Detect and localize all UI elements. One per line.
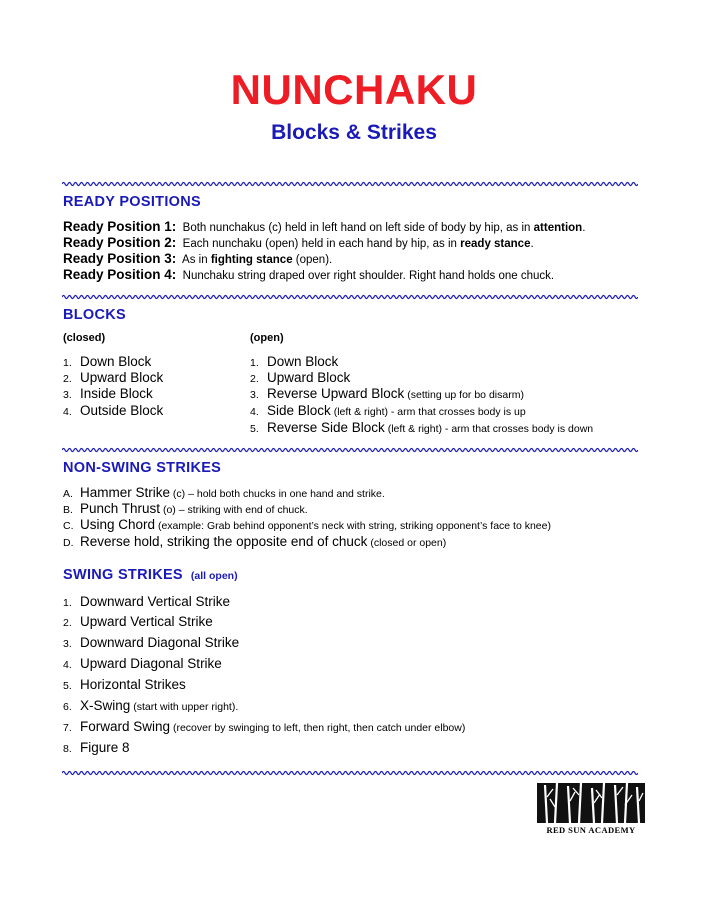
- ready-position-label: Ready Position 1: [63, 219, 172, 234]
- list-note: (example: Grab behind opponent’s neck with string, striking opponent’s face to knee): [155, 520, 551, 532]
- list-note: (recover by swinging to left, then right, then catch under elbow): [170, 722, 466, 734]
- list-number: C.: [63, 520, 74, 532]
- list-text: Hammer Strike: [80, 485, 171, 500]
- wavy-divider: [62, 446, 638, 454]
- list-text: Reverse Upward Block: [267, 386, 405, 401]
- list-number: 3.: [63, 389, 72, 401]
- section-heading-ready-positions: READY POSITIONS: [63, 194, 201, 210]
- list-number: A.: [63, 488, 73, 500]
- list-number: 1.: [63, 597, 72, 609]
- section-heading-swing-strikes: [63, 567, 238, 583]
- list-item: [63, 534, 446, 549]
- list-note: (start with upper right).: [130, 701, 239, 713]
- list-text: Figure 8: [80, 740, 130, 755]
- list-item: [63, 635, 239, 650]
- list-note: (setting up for bo disarm): [404, 389, 524, 401]
- ready-position-label: Ready Position 2: [63, 235, 172, 250]
- list-item: [63, 517, 551, 532]
- ready-position-end: .: [530, 238, 534, 250]
- list-note: (closed or open): [367, 537, 447, 549]
- ready-position-text: Each nunchaku (open) held in each hand by hip, as in: [182, 238, 461, 250]
- list-text: Reverse Side Block: [267, 420, 385, 435]
- list-number: 4.: [63, 659, 72, 671]
- list-text: Upward Block: [267, 370, 351, 385]
- ready-position-row: [63, 267, 554, 282]
- list-item: [250, 386, 524, 401]
- list-text: Down Block: [267, 354, 339, 369]
- list-text: Reverse hold, striking the opposite end of chuck: [80, 534, 368, 549]
- list-number: 2.: [63, 373, 72, 385]
- ready-position-end: (open).: [292, 254, 333, 266]
- list-item: [63, 698, 238, 713]
- list-item: [63, 677, 186, 692]
- list-item: [63, 501, 308, 516]
- swing-heading-text: SWING STRIKES: [63, 567, 183, 583]
- list-number: 4.: [250, 406, 259, 418]
- list-text: X-Swing: [80, 698, 131, 713]
- list-item: [63, 740, 130, 755]
- list-text: Horizontal Strikes: [80, 677, 186, 692]
- list-item: [250, 403, 526, 418]
- wavy-divider: [62, 769, 638, 777]
- list-text: Upward Diagonal Strike: [80, 656, 222, 671]
- list-text: Inside Block: [80, 386, 153, 401]
- page-title: NUNCHAKU: [230, 66, 478, 113]
- ready-position-sep: :: [171, 251, 177, 266]
- list-item: [63, 370, 163, 385]
- ready-position-sep: :: [171, 235, 177, 250]
- ready-position-text: As in: [182, 254, 211, 266]
- list-note: (o) – striking with end of chuck.: [160, 504, 308, 516]
- list-item: [63, 614, 213, 629]
- list-number: 1.: [250, 357, 259, 369]
- list-number: 6.: [63, 701, 72, 713]
- list-number: 3.: [63, 638, 72, 650]
- list-item: [63, 354, 151, 369]
- list-item: [63, 403, 163, 418]
- blocks-closed-label: (closed): [63, 332, 106, 344]
- ready-position-bold: fighting stance: [210, 254, 293, 266]
- list-number: 2.: [63, 617, 72, 629]
- list-number: B.: [63, 504, 73, 516]
- ready-position-text: Both nunchakus (c) held in left hand on left side of body by hip, as in: [182, 222, 534, 234]
- list-number: 8.: [63, 743, 72, 755]
- list-item: [63, 386, 153, 401]
- list-text: Forward Swing: [80, 719, 171, 734]
- list-text: Downward Vertical Strike: [80, 594, 231, 609]
- ready-position-sep: :: [171, 219, 177, 234]
- list-note: (left & right) - arm that crosses body is down: [384, 423, 594, 435]
- list-number: D.: [63, 537, 74, 549]
- wavy-divider: [62, 293, 638, 301]
- list-number: 3.: [250, 389, 259, 401]
- list-item: [63, 485, 385, 500]
- ready-position-bold: attention: [533, 222, 583, 234]
- list-text: Down Block: [80, 354, 152, 369]
- list-text: Side Block: [267, 403, 331, 418]
- ready-position-bold: ready stance: [460, 238, 531, 250]
- page-subtitle: Blocks & Strikes: [271, 121, 437, 144]
- list-note: (left & right) - arm that crosses body is up: [330, 406, 526, 418]
- ready-position-end: .: [582, 222, 586, 234]
- list-number: 5.: [63, 680, 72, 692]
- list-item: [63, 594, 230, 609]
- list-text: Outside Block: [80, 403, 164, 418]
- ready-position-row: [63, 219, 585, 234]
- list-number: 5.: [250, 423, 259, 435]
- ready-position-label: Ready Position 4: [63, 267, 172, 282]
- blocks-open-label: (open): [250, 332, 284, 344]
- list-number: 7.: [63, 722, 72, 734]
- ready-position-label: Ready Position 3: [63, 251, 172, 266]
- list-number: 2.: [250, 373, 259, 385]
- list-note: (c) – hold both chucks in one hand and strike.: [170, 488, 385, 500]
- ready-position-text: Nunchaku string draped over right shoulder. Right hand holds one chuck.: [182, 270, 555, 282]
- list-item: [63, 656, 222, 671]
- wavy-divider: [62, 180, 638, 188]
- swing-heading-note: (all open): [190, 570, 238, 582]
- list-text: Downward Diagonal Strike: [80, 635, 240, 650]
- list-text: Upward Block: [80, 370, 164, 385]
- ready-position-row: [63, 235, 534, 250]
- list-text: Punch Thrust: [80, 501, 161, 516]
- list-item: [250, 420, 593, 435]
- logo-text: RED SUN ACADEMY: [546, 825, 636, 835]
- list-item: [250, 354, 338, 369]
- list-number: 1.: [63, 357, 72, 369]
- section-heading-non-swing-strikes: NON-SWING STRIKES: [63, 460, 222, 476]
- ready-position-sep: :: [171, 267, 177, 282]
- list-item: [63, 719, 465, 734]
- list-number: 4.: [63, 406, 72, 418]
- ready-position-row: [63, 251, 332, 266]
- section-heading-blocks: BLOCKS: [63, 307, 127, 323]
- list-text: Using Chord: [80, 517, 156, 532]
- list-text: Upward Vertical Strike: [80, 614, 213, 629]
- list-item: [250, 370, 350, 385]
